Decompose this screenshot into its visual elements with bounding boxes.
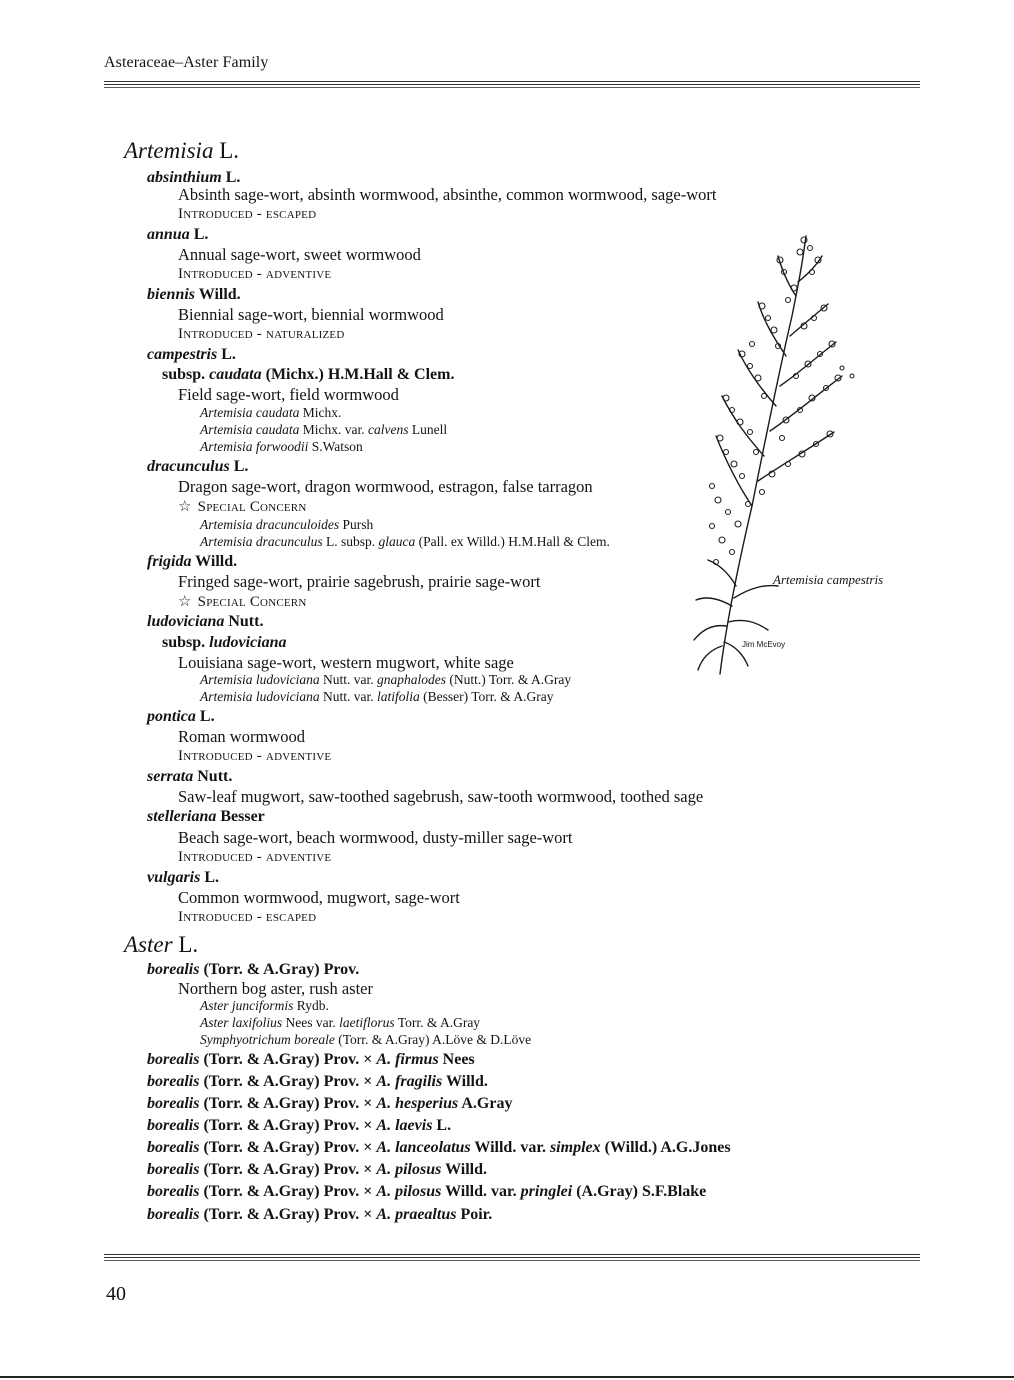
common-names: Field sage-wort, field wormwood (178, 385, 399, 404)
footer-rule (104, 1257, 920, 1258)
subspecies-ludoviciana: subsp. ludoviciana (162, 634, 287, 651)
header-rule (104, 87, 920, 88)
status-label: Introduced - escaped (178, 206, 317, 222)
common-names: Northern bog aster, rush aster (178, 979, 373, 998)
footer-rule (104, 1254, 920, 1255)
hybrid-entry: borealis (Torr. & A.Gray) Prov. × A. praealtus Poir. (147, 1206, 493, 1223)
species-ludoviciana: ludoviciana Nutt. (147, 613, 264, 630)
species-biennis: biennis Willd. (147, 286, 241, 303)
star-icon: ☆ (178, 499, 192, 515)
subspecies-caudata: subsp. caudata (Michx.) H.M.Hall & Clem. (162, 366, 455, 383)
species-stelleriana: stelleriana Besser (147, 808, 265, 825)
common-names: Biennial sage-wort, biennial wormwood (178, 305, 444, 324)
status-label: ☆ Special Concern (178, 594, 307, 610)
species-vulgaris: vulgaris L. (147, 869, 220, 886)
common-names: Annual sage-wort, sweet wormwood (178, 245, 421, 264)
genus-heading-aster: Aster L. (124, 932, 199, 957)
header-rule (104, 84, 920, 85)
illustrator-credit: Jim McEvoy (742, 640, 786, 649)
species-absinthium: absinthium L. (147, 169, 241, 186)
hybrid-entry: borealis (Torr. & A.Gray) Prov. × A. lanceolatus Willd. var. simplex (Willd.) A.G.Jones (147, 1139, 731, 1156)
hybrid-entry: borealis (Torr. & A.Gray) Prov. × A. pilosus Willd. (147, 1161, 488, 1178)
status-label: Introduced - adventive (178, 266, 332, 282)
genus-heading-artemisia: Artemisia L. (124, 138, 240, 163)
species-frigida: frigida Willd. (147, 553, 238, 570)
common-names: Fringed sage-wort, prairie sagebrush, prairie sage-wort (178, 572, 541, 591)
common-names: Louisiana sage-wort, western mugwort, white sage (178, 653, 514, 672)
synonym: Symphyotrichum boreale (Torr. & A.Gray) A.Löve & D.Löve (200, 1032, 532, 1047)
status-label: Introduced - adventive (178, 849, 332, 865)
synonym: Aster junciformis Rydb. (200, 998, 329, 1013)
common-names: Common wormwood, mugwort, sage-wort (178, 888, 460, 907)
common-names: Beach sage-wort, beach wormwood, dusty-miller sage-wort (178, 828, 573, 847)
synonym: Aster laxifolius Nees var. laetiflorus Torr. & A.Gray (200, 1015, 481, 1030)
hybrid-entry: borealis (Torr. & A.Gray) Prov. × A. pilosus Willd. var. pringlei (A.Gray) S.F.Blake (147, 1183, 707, 1200)
hybrid-entry: borealis (Torr. & A.Gray) Prov. × A. hesperius A.Gray (147, 1095, 513, 1112)
species-serrata: serrata Nutt. (147, 768, 233, 785)
footer-rule (104, 1260, 920, 1261)
illustration-caption: Artemisia campestris (773, 572, 884, 587)
synonym: Artemisia dracunculoides Pursh (200, 517, 374, 532)
star-icon: ☆ (178, 594, 192, 610)
status-label: Introduced - adventive (178, 748, 332, 764)
header-rule (104, 81, 920, 82)
synonym: Artemisia caudata Michx. (200, 405, 342, 420)
status-label: ☆ Special Concern (178, 499, 307, 515)
synonym: Artemisia ludoviciana Nutt. var. gnaphalodes (Nutt.) Torr. & A.Gray (200, 672, 572, 687)
status-label: Introduced - escaped (178, 909, 317, 925)
species-annua: annua L. (147, 226, 209, 243)
hybrid-entry: borealis (Torr. & A.Gray) Prov. × A. fragilis Willd. (147, 1073, 488, 1090)
common-names: Saw-leaf mugwort, saw-toothed sagebrush, saw-tooth wormwood, toothed sage (178, 787, 704, 806)
species-borealis: borealis (Torr. & A.Gray) Prov. (147, 961, 360, 978)
synonym: Artemisia forwoodii S.Watson (200, 439, 363, 454)
common-names: Roman wormwood (178, 727, 305, 746)
artemisia-campestris-illustration (692, 226, 872, 682)
status-label: Introduced - naturalized (178, 326, 345, 342)
scan-edge-line (0, 1376, 1014, 1378)
species-campestris: campestris L. (147, 346, 236, 363)
species-pontica: pontica L. (147, 708, 215, 725)
synonym: Artemisia dracunculus L. subsp. glauca (Pall. ex Willd.) H.M.Hall & Clem. (200, 534, 610, 549)
common-names: Dragon sage-wort, dragon wormwood, estragon, false tarragon (178, 477, 593, 496)
synonym: Artemisia ludoviciana Nutt. var. latifolia (Besser) Torr. & A.Gray (200, 689, 554, 704)
synonym: Artemisia caudata Michx. var. calvens Lunell (200, 422, 448, 437)
page-number: 40 (106, 1283, 126, 1305)
hybrid-entry: borealis (Torr. & A.Gray) Prov. × A. firmus Nees (147, 1051, 475, 1068)
running-header: Asteraceae–Aster Family (104, 54, 269, 71)
hybrid-entry: borealis (Torr. & A.Gray) Prov. × A. laevis L. (147, 1117, 452, 1134)
species-dracunculus: dracunculus L. (147, 458, 249, 475)
common-names: Absinth sage-wort, absinth wormwood, absinthe, common wormwood, sage-wort (178, 185, 717, 204)
